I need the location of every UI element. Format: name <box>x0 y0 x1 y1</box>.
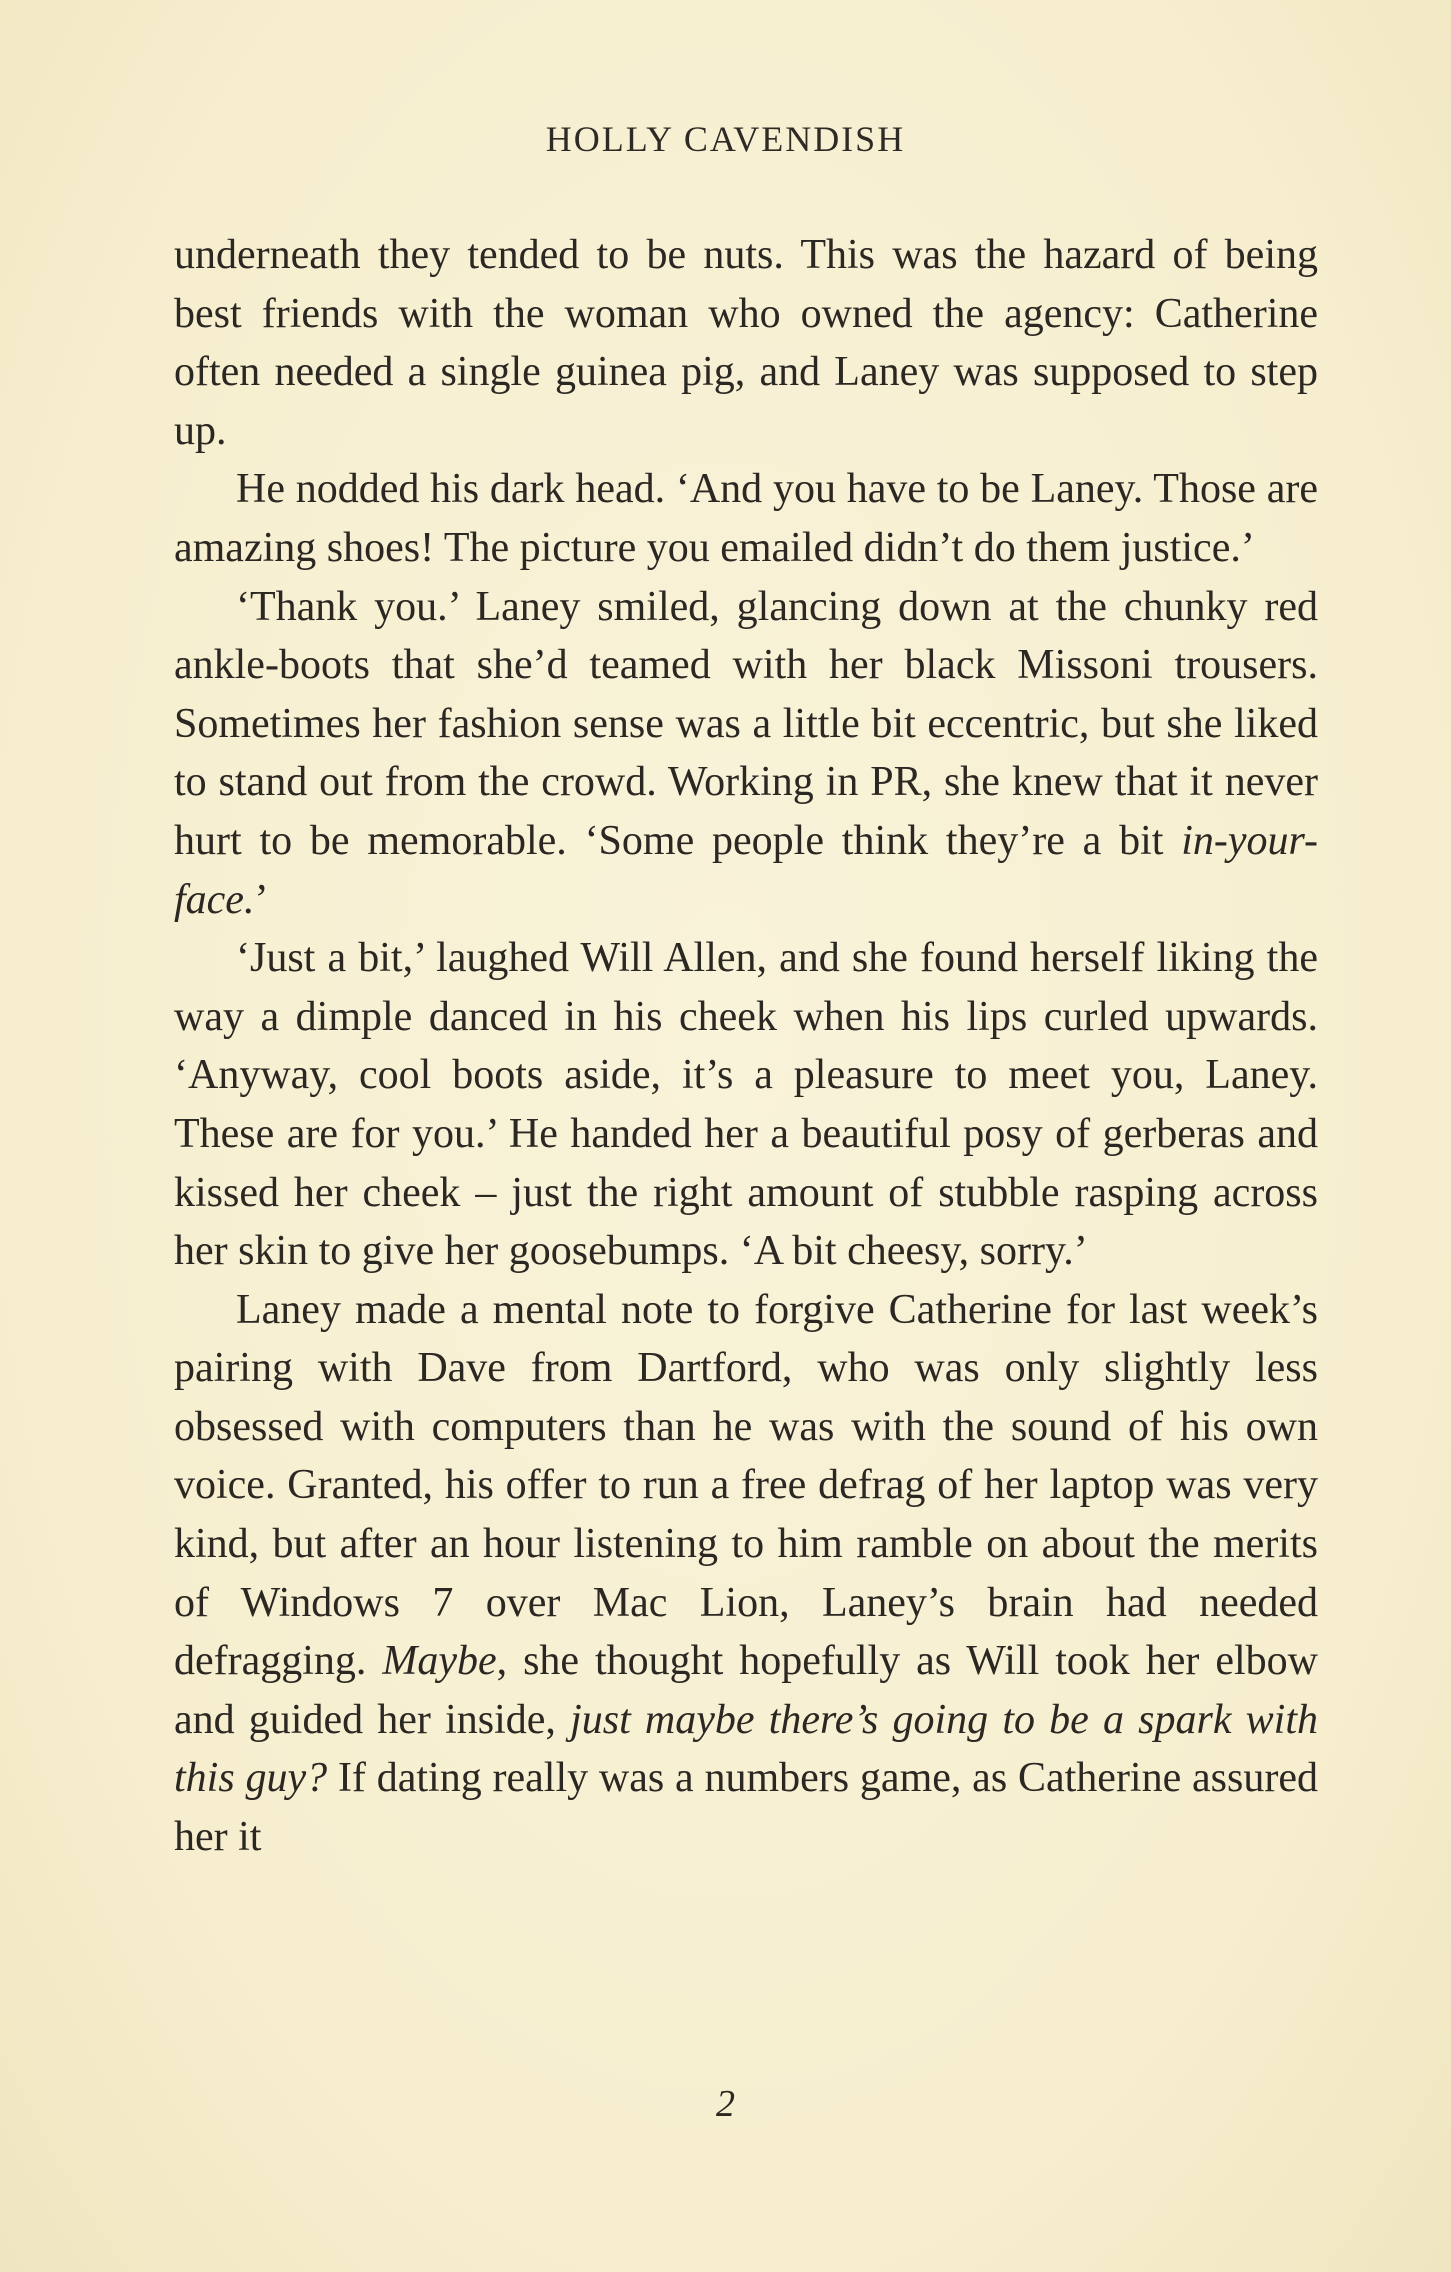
body-text <box>174 226 1318 1867</box>
paragraph-2 <box>174 460 1318 577</box>
italic-text-segment: just maybe there’s going to be a spark with this guy? <box>174 1696 1318 1802</box>
text-segment: He nodded his dark head. ‘And you have to be Laney. Those are amazing shoes! The picture you emailed didn’t do them justice.’ <box>174 466 1318 571</box>
italic-text-segment: Maybe <box>382 1638 497 1685</box>
paragraph-3 <box>174 578 1318 930</box>
italic-text-segment: in-your-face. <box>174 817 1318 923</box>
text-segment: ‘Thank you.’ Laney smiled, glancing down at the chunky red ankle-boots that she’d teamed with her black Missoni trousers. Sometimes her fashion sense was a little bit eccentric, but she liked to stand out from the crowd. Working in PR, she knew that it never hurt to be memorable. ‘Some people think they’re a bit <box>174 583 1318 864</box>
text-segment: ‘Just a bit,’ laughed Will Allen, and she found herself liking the way a dimple danced in his cheek when his lips curled upwards. ‘Anyway, cool boots aside, it’s a pleasure to meet you, Laney. These are for you.’ He handed her a beautiful posy of gerberas and kissed her cheek – just the right amount of stubble rasping across her skin to give her goosebumps. ‘A bit cheesy, sorry.’ <box>174 935 1318 1275</box>
paragraph-1 <box>174 226 1318 460</box>
running-head: HOLLY CAVENDISH <box>545 119 906 159</box>
paragraph-4 <box>174 929 1318 1281</box>
text-segment: If dating really was a numbers game, as Catherine assured her it <box>174 1755 1319 1861</box>
page-number: 2 <box>716 2083 735 2125</box>
text-segment: ’ <box>254 876 269 923</box>
text-segment: , she thought hopefully as Will took her elbow and guided her inside, <box>174 1638 1318 1743</box>
paragraph-5 <box>174 1281 1318 1867</box>
text-segment: Laney made a mental note to forgive Catherine for last week’s pairing with Dave from Dartford, who was only slightly less obsessed with computers than he was with the sound of his own voice. Granted, his offer to run a free defrag of her laptop was very kind, but after an hour listening to him ramble on about the merits of Windows 7 over Mac Lion, Laney’s brain had needed defragging. <box>174 1286 1318 1685</box>
text-segment: underneath they tended to be nuts. This was the hazard of being best friends with the woman who owned the agency: Catherine often needed a single guinea pig, and Laney was supposed to step up. <box>174 232 1318 454</box>
